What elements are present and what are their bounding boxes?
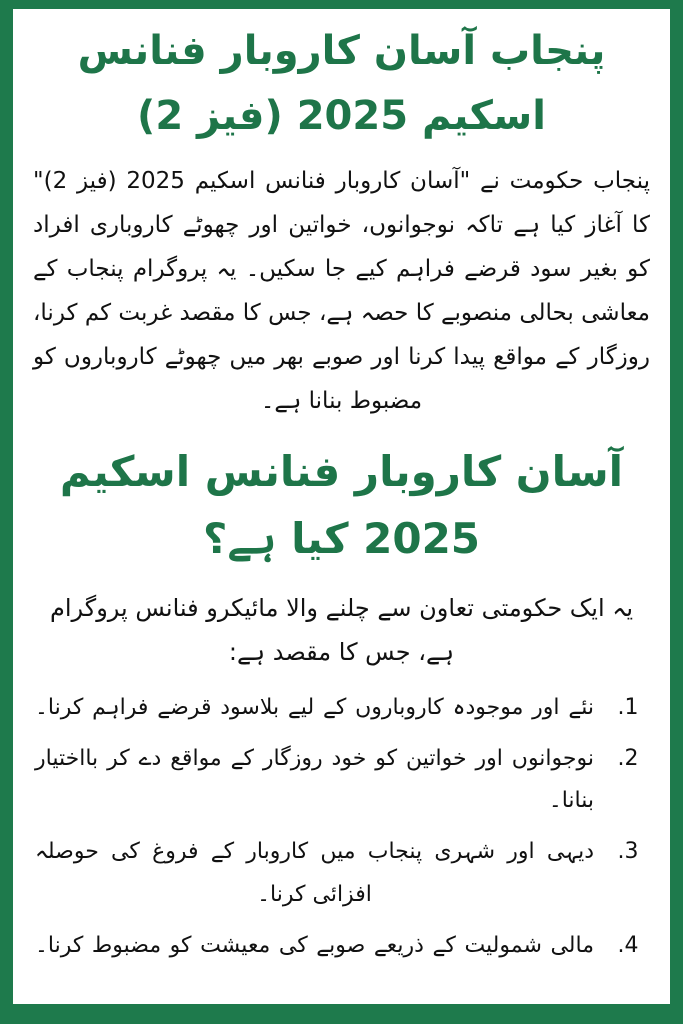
- section-heading-line-1: آسان کاروبار فنانس اسکیم: [59, 446, 624, 496]
- objective-number-1: 1.: [617, 694, 639, 720]
- objective-text-4: مالی شمولیت کے ذریعے صوبے کی معیشت کو مضبوط کرنا۔: [35, 933, 594, 959]
- objective-number-2: 2.: [617, 745, 639, 771]
- objective-number-3: 3.: [617, 839, 639, 865]
- objective-text-1: نئے اور موجودہ کاروباروں کے لیے بلاسود قرضے فراہم کرنا۔: [35, 694, 594, 720]
- title-line-2: اسکیم 2025 (فیز 2): [137, 92, 546, 139]
- title-line-1: پنجاب آسان کاروبار فنانس: [77, 28, 606, 74]
- section-heading-line-2: 2025 کیا ہے؟: [202, 513, 481, 563]
- objective-item-1: [35, 687, 646, 730]
- page-title: [33, 19, 650, 149]
- intro-paragraph: پنجاب حکومت نے "آسان کاروبار فنانس اسکیم 2025 (فیز 2)" کا آغاز کیا ہے تاکہ نوجوانوں، خواتین اور چھوٹے کاروباری افراد کو بغیر سود قرضے فراہم کیے جا سکیں۔ یہ پروگرام پنجاب کے معاشی بحالی منصوبے کا حصہ ہے، جس کا مقصد غربت کم کرنا، روزگار کے مواقع پیدا کرنا اور صوبے بھر میں چھوٹے کاروباروں کو مضبوط بنانا ہے۔: [33, 167, 650, 415]
- objective-item-3: [35, 831, 646, 917]
- objectives-list: [33, 687, 650, 968]
- objective-item-4: [35, 925, 646, 968]
- objective-item-2: [35, 738, 646, 824]
- objective-text-3: دیہی اور شہری پنجاب میں کاروبار کے فروغ کی حوصلہ افزائی کرنا۔: [35, 839, 594, 908]
- objective-number-4: 4.: [617, 933, 639, 959]
- section-intro-paragraph: یہ ایک حکومتی تعاون سے چلنے والا مائیکرو فنانس پروگرام ہے، جس کا مقصد ہے:: [50, 593, 633, 667]
- section-heading: [33, 438, 650, 572]
- objective-text-2: نوجوانوں اور خواتین کو خود روزگار کے مواقع دے کر بااختیار بنانا۔: [35, 745, 594, 814]
